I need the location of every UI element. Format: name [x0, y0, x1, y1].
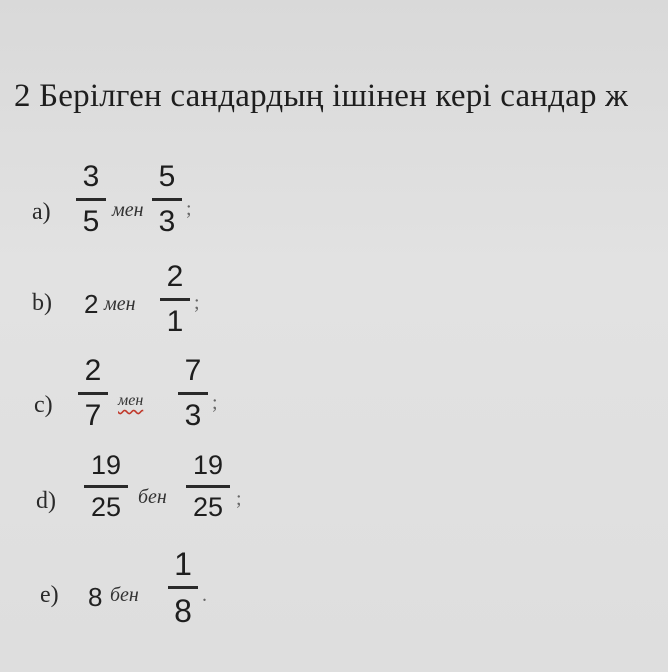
- whole-number: 8: [88, 582, 103, 612]
- numerator: 7: [184, 354, 202, 387]
- denominator: 8: [174, 593, 192, 629]
- connector-word: мен: [112, 199, 144, 221]
- fraction-left: [84, 452, 128, 521]
- connector-word: бен: [110, 584, 139, 606]
- denominator: 3: [158, 205, 176, 238]
- denominator: 7: [84, 399, 102, 432]
- item-letter: b): [32, 290, 52, 316]
- item-letter: d): [36, 488, 56, 514]
- item-letter: a): [32, 199, 51, 225]
- numerator: 3: [82, 160, 100, 193]
- punctuation: .: [202, 584, 207, 606]
- punctuation: ;: [236, 488, 242, 510]
- fraction-right: [178, 356, 208, 431]
- task-title: 2 Берілген сандардың ішінен кері сандар ж: [14, 78, 629, 114]
- numerator: 19: [192, 450, 224, 480]
- fraction-right: [186, 452, 230, 521]
- fraction-right: [168, 548, 198, 627]
- denominator: 25: [192, 492, 224, 522]
- whole-number: 2: [84, 289, 99, 319]
- fraction-right: [152, 162, 182, 237]
- fraction-left: [78, 356, 108, 431]
- denominator: 1: [166, 305, 184, 338]
- numerator: 1: [174, 546, 192, 582]
- numerator: 19: [90, 450, 122, 480]
- denominator: 5: [82, 205, 100, 238]
- denominator: 3: [184, 399, 202, 432]
- numerator: 2: [84, 354, 102, 387]
- connector-word: мен: [118, 392, 144, 409]
- connector-word: бен: [138, 486, 167, 508]
- numerator: 2: [166, 260, 184, 293]
- fraction-right: [160, 262, 190, 337]
- item-letter: e): [40, 582, 59, 608]
- punctuation: ;: [212, 392, 218, 414]
- punctuation: ;: [186, 198, 192, 220]
- connector-word: мен: [104, 293, 136, 315]
- item-letter: c): [34, 392, 53, 418]
- denominator: 25: [90, 492, 122, 522]
- punctuation: ;: [194, 292, 200, 314]
- numerator: 5: [158, 160, 176, 193]
- fraction-left: [76, 162, 106, 237]
